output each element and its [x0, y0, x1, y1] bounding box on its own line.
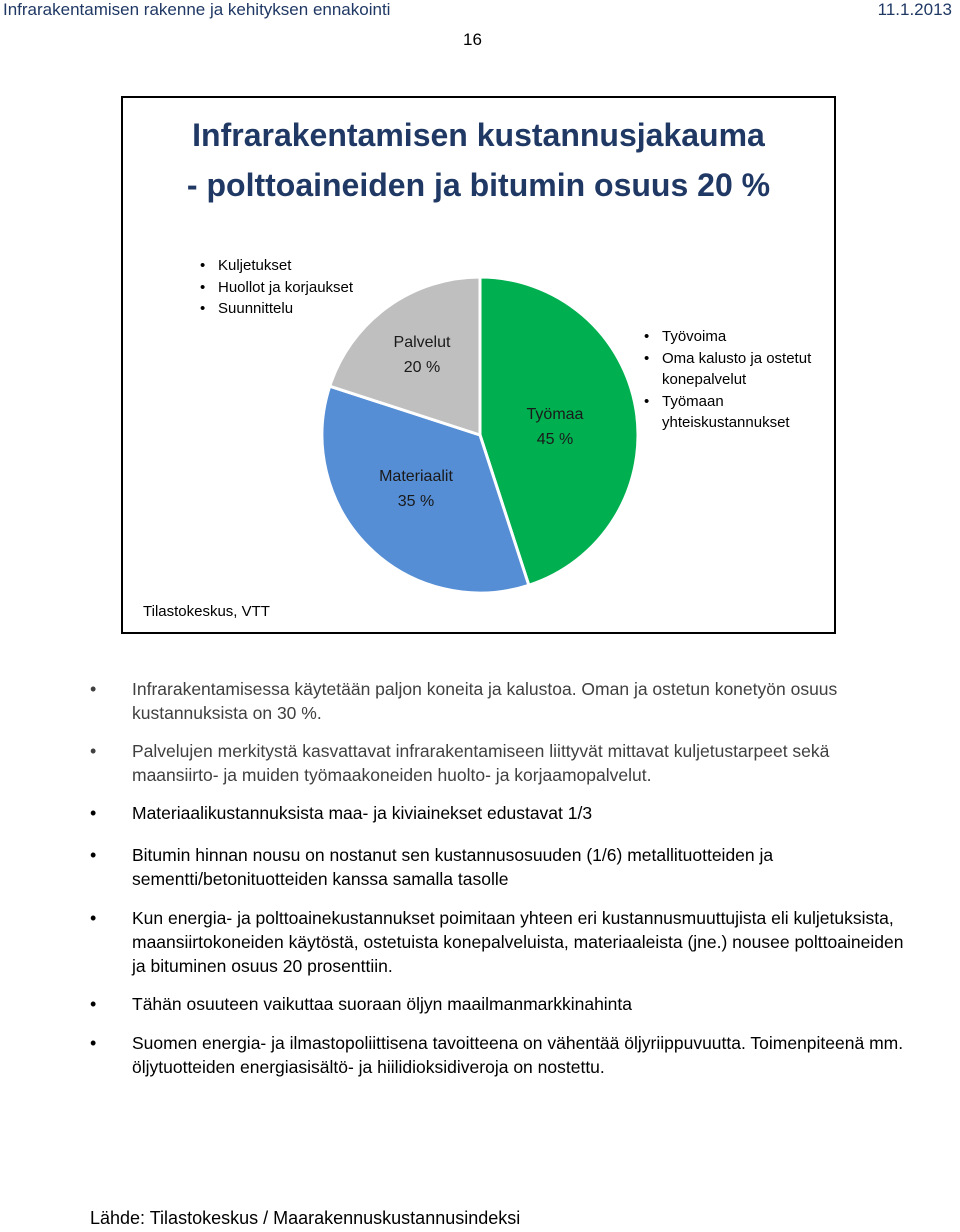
note-item: • Suunnittelu	[198, 298, 353, 320]
pie-label: Työmaa	[526, 406, 584, 423]
page-number: 16	[463, 30, 482, 49]
chart-title-line1: Infrarakentamisen kustannusjakauma	[192, 117, 765, 153]
footer-source: Lähde: Tilastokeskus / Maarakennuskustannusindeksi	[90, 1208, 521, 1228]
pie-label: Materiaalit	[379, 468, 453, 485]
note-item: • Työvoima	[642, 326, 836, 348]
header-title: Infrarakentamisen rakenne ja kehityksen ennakointi	[3, 0, 391, 19]
bullet-item: • Materiaalikustannuksista maa- ja kiviainekset edustavat 1/3	[90, 801, 920, 825]
figure-source: Tilastokeskus, VTT	[143, 603, 270, 620]
bullet-item: • Infrarakentamisessa käytetään paljon koneita ja kalustoa. Oman ja ostetun konetyön osuus kustannuksista on 30 %.	[90, 677, 920, 725]
bullet-item: • Kun energia- ja polttoainekustannukset poimitaan yhteen eri kustannusmuuttujista eli kuljetuksista, maansiirtokoneiden käytöstä, ostetuista konepalveluista, materiaaleista (jne.) nousee polttoaineiden ja bituminen osuus 20 prosenttiin.	[90, 906, 920, 978]
bullet-item: • Palvelujen merkitystä kasvattavat infrarakentamiseen liittyvät mittavat kuljetustarpeet sekä maansiirto- ja muiden työmaakoneiden huolto- ja korjaamopalvelut.	[90, 739, 920, 787]
pie-value-label: 20 %	[403, 359, 441, 376]
pie-label: Palvelut	[393, 334, 451, 351]
note-item: • Huollot ja korjaukset	[198, 277, 353, 299]
pie-value-label: 45 %	[536, 431, 574, 448]
palvelut-notes	[198, 255, 353, 320]
bullet-item: • Tähän osuuteen vaikuttaa suoraan öljyn maailmanmarkkinahinta	[90, 992, 920, 1016]
note-item: • Oma kalusto ja ostetut konepalvelut	[642, 348, 836, 391]
pie-value-label: 35 %	[397, 493, 435, 510]
bullet-list	[90, 677, 920, 1079]
bullet-item: • Suomen energia- ja ilmastopoliittisena tavoitteena on vähentää öljyriippuvuutta. Toimenpiteenä mm. öljytuotteiden energiasisältö- ja hiilidioksidiveroja on nostettu.	[90, 1031, 920, 1079]
chart-figure	[121, 96, 836, 634]
chart-title-line2: - polttoaineiden ja bitumin osuus 20 %	[186, 167, 771, 203]
bullet-item: • Bitumin hinnan nousu on nostanut sen kustannusosuuden (1/6) metallituotteiden ja sementti/betonituotteiden kanssa samalla tasolle	[90, 843, 920, 891]
header-date: 11.1.2013	[877, 0, 952, 19]
note-item: • Kuljetukset	[198, 255, 353, 277]
note-item: • Työmaan yhteiskustannukset	[642, 391, 836, 434]
tyomaa-notes	[642, 326, 836, 434]
